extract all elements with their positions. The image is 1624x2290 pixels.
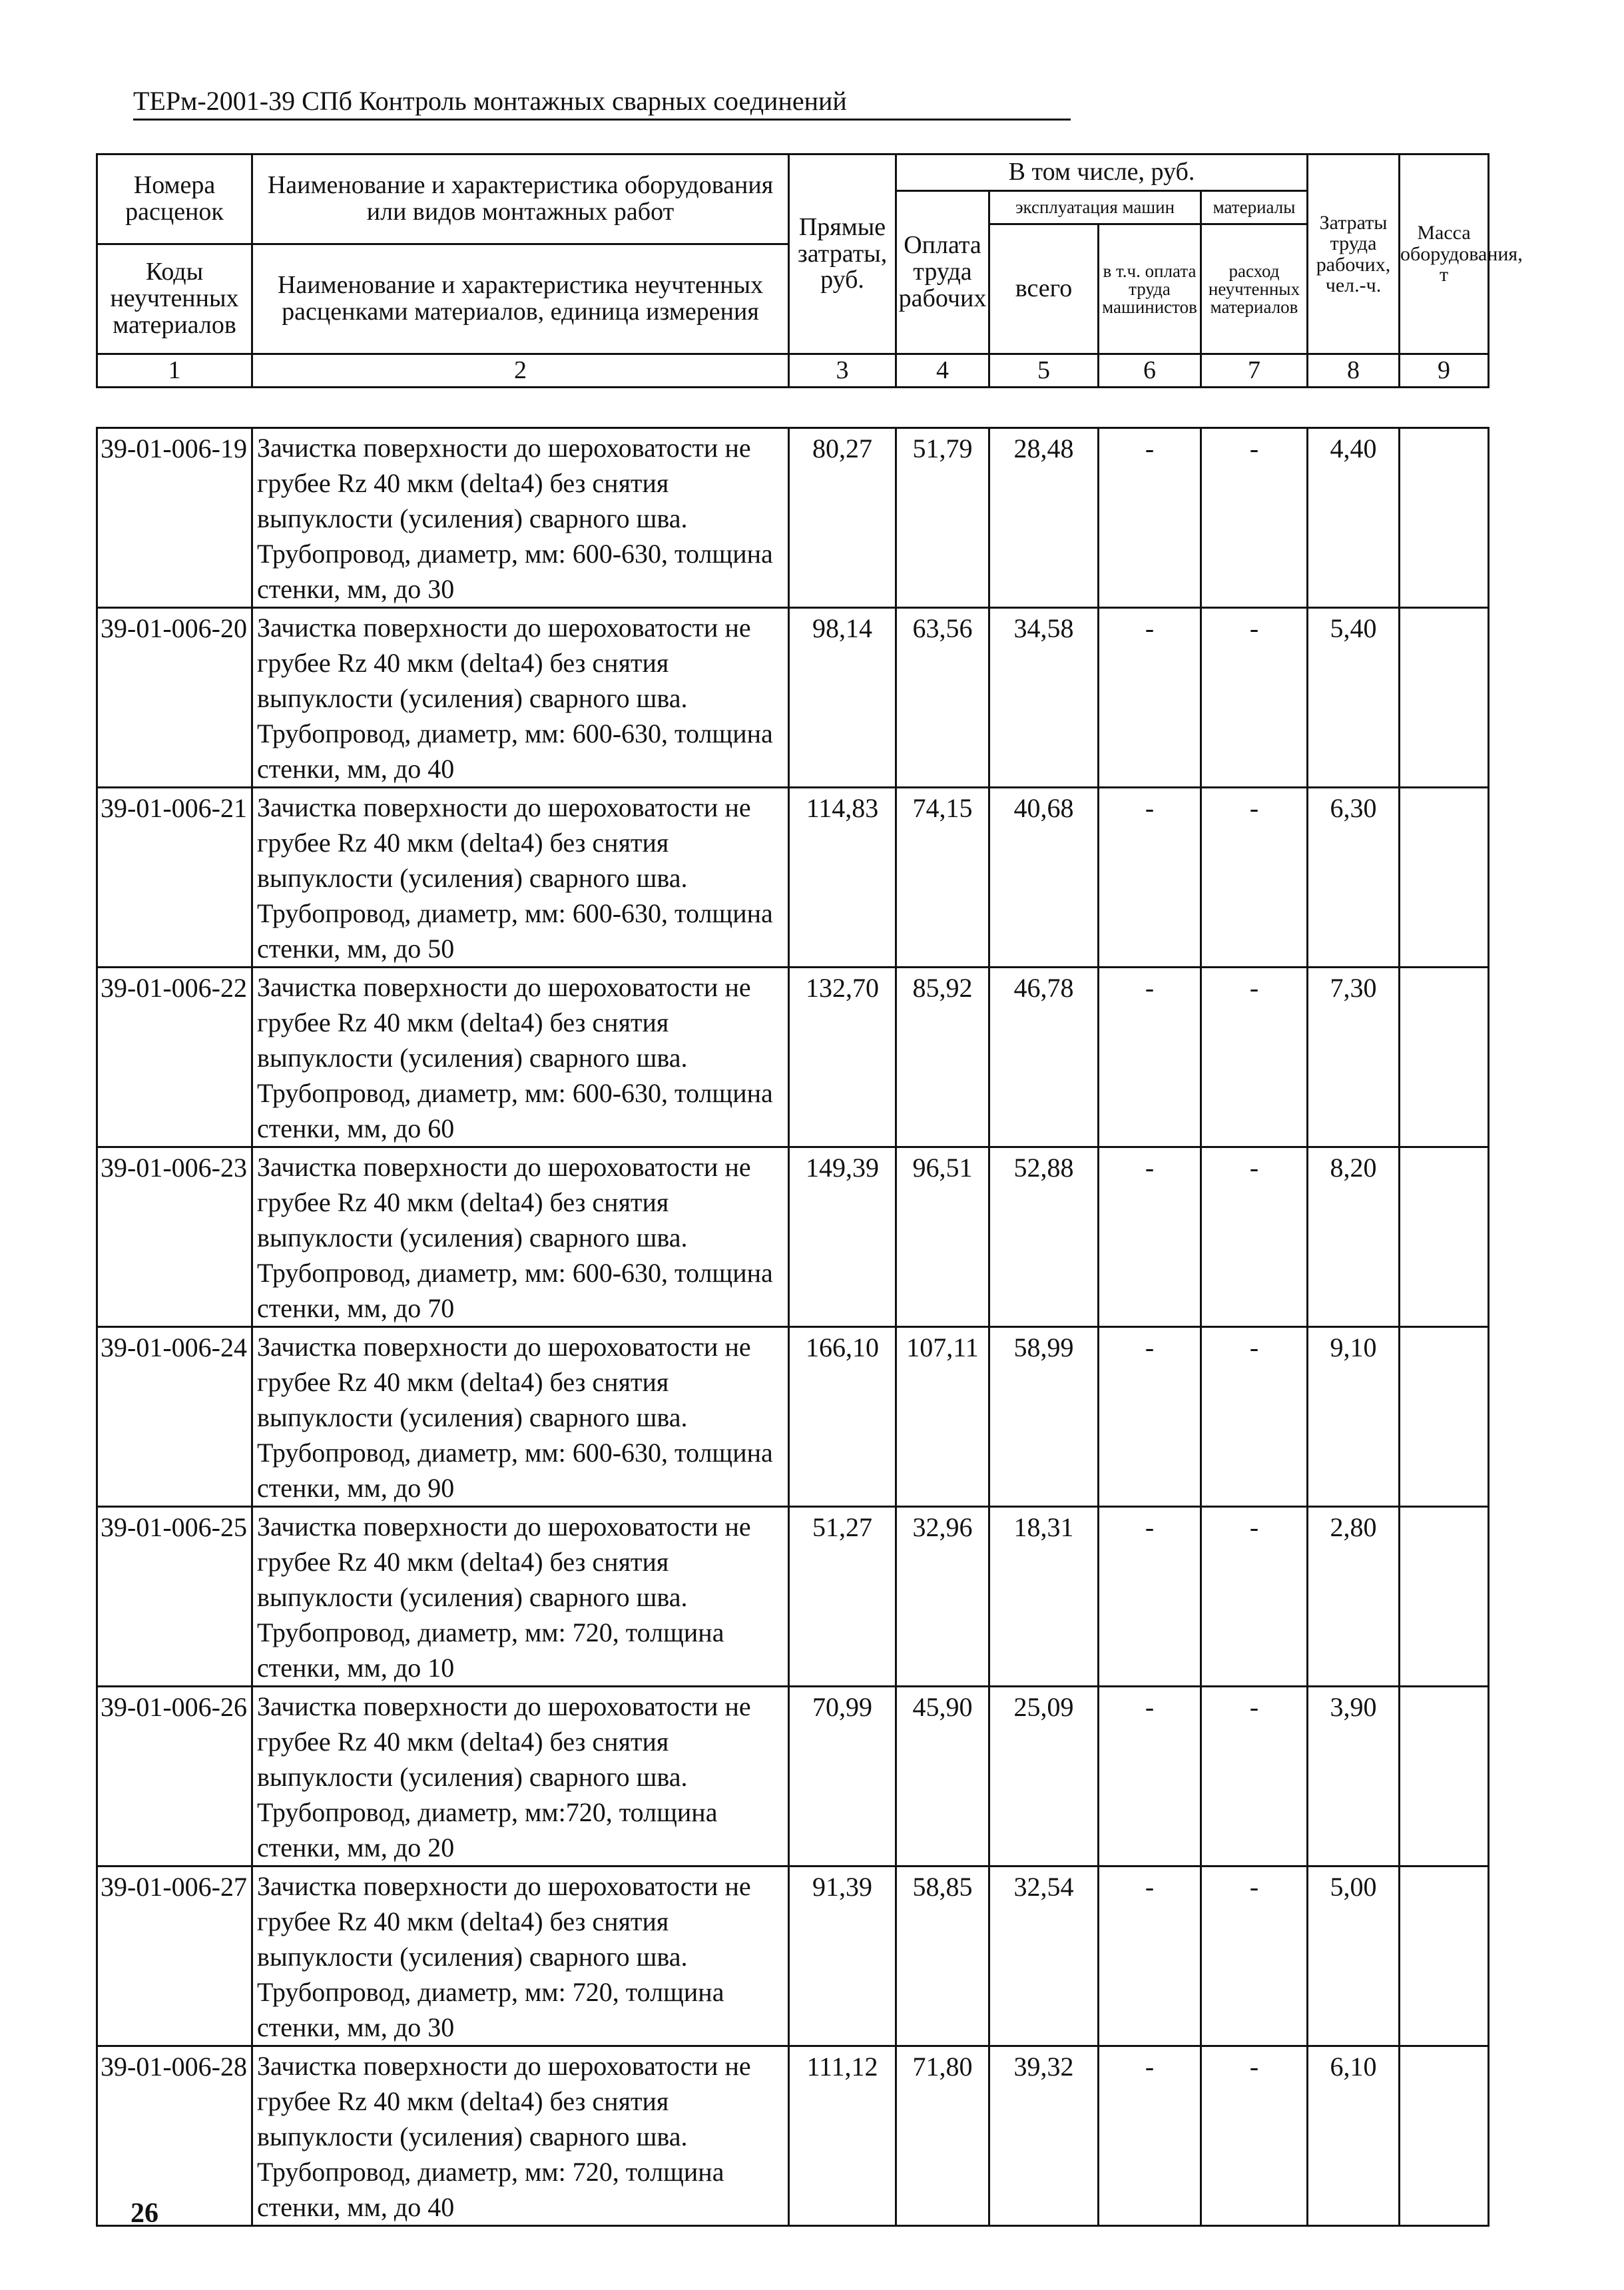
worker-wages: 96,51 — [896, 1147, 989, 1327]
labor-hours: 3,90 — [1308, 1687, 1400, 1866]
header-num: 1 — [97, 354, 252, 388]
machinist-wages: - — [1099, 1507, 1201, 1687]
machine-costs-total: 39,32 — [989, 2046, 1099, 2226]
machinist-wages: - — [1099, 968, 1201, 1147]
header-col2-top: Наименование и характеристика оборудования или видов монтажных работ — [252, 154, 789, 244]
direct-costs: 51,27 — [789, 1507, 896, 1687]
direct-costs: 149,39 — [789, 1147, 896, 1327]
table-row — [97, 1866, 1489, 2046]
machine-costs-total: 58,99 — [989, 1327, 1099, 1507]
rate-description: Зачистка поверхности до шероховатости не грубее Rz 40 мкм (delta4) без снятия выпуклости (усиления) сварного шва. Трубопровод, диаметр, мм: 720, толщина стенки, мм, до 30 — [252, 1866, 789, 2046]
machinist-wages: - — [1099, 1687, 1201, 1866]
machine-costs-total: 32,54 — [989, 1866, 1099, 2046]
labor-hours: 9,10 — [1308, 1327, 1400, 1507]
header-num: 9 — [1400, 354, 1489, 388]
machine-costs-total: 18,31 — [989, 1507, 1099, 1687]
header-col2-bottom: Наименование и характеристика неучтенных расценками материалов, единица измерения — [252, 244, 789, 354]
table-row — [97, 788, 1489, 968]
worker-wages: 32,96 — [896, 1507, 989, 1687]
header-num: 3 — [789, 354, 896, 388]
materials-consumption: - — [1201, 1147, 1308, 1327]
machine-costs-total: 46,78 — [989, 968, 1099, 1147]
table-row — [97, 608, 1489, 788]
header-table — [96, 153, 1523, 388]
page-number: 26 — [131, 2198, 158, 2229]
machine-costs-total: 40,68 — [989, 788, 1099, 968]
worker-wages: 107,11 — [896, 1327, 989, 1507]
equipment-mass — [1400, 428, 1489, 608]
table-row — [97, 1507, 1489, 1687]
rate-code: 39-01-006-28 — [97, 2046, 252, 2226]
rate-code: 39-01-006-19 — [97, 428, 252, 608]
labor-hours: 6,10 — [1308, 2046, 1400, 2226]
machinist-wages: - — [1099, 1866, 1201, 2046]
machine-costs-total: 25,09 — [989, 1687, 1099, 1866]
materials-consumption: - — [1201, 2046, 1308, 2226]
labor-hours: 2,80 — [1308, 1507, 1400, 1687]
machinist-wages: - — [1099, 1327, 1201, 1507]
machine-costs-total: 34,58 — [989, 608, 1099, 788]
equipment-mass — [1400, 1327, 1489, 1507]
page-title: ТЕРм-2001-39 СПб Контроль монтажных сварных соединений — [133, 86, 847, 116]
equipment-mass — [1400, 1687, 1489, 1866]
rate-description: Зачистка поверхности до шероховатости не грубее Rz 40 мкм (delta4) без снятия выпуклости (усиления) сварного шва. Трубопровод, диаметр, мм: 600-630, толщина стенки, мм, до 90 — [252, 1327, 789, 1507]
header-col1-top: Номера расценок — [97, 154, 252, 244]
materials-consumption: - — [1201, 428, 1308, 608]
table-row — [97, 428, 1489, 608]
worker-wages: 85,92 — [896, 968, 989, 1147]
equipment-mass — [1400, 968, 1489, 1147]
rate-description: Зачистка поверхности до шероховатости не грубее Rz 40 мкм (delta4) без снятия выпуклости (усиления) сварного шва. Трубопровод, диаметр, мм: 600-630, толщина стенки, мм, до 70 — [252, 1147, 789, 1327]
direct-costs: 111,12 — [789, 2046, 896, 2226]
header-materials: материалы — [1201, 191, 1308, 224]
labor-hours: 5,00 — [1308, 1866, 1400, 2046]
labor-hours: 7,30 — [1308, 968, 1400, 1147]
worker-wages: 45,90 — [896, 1687, 989, 1866]
rate-code: 39-01-006-23 — [97, 1147, 252, 1327]
worker-wages: 63,56 — [896, 608, 989, 788]
table-row — [97, 968, 1489, 1147]
header-num: 8 — [1308, 354, 1400, 388]
rate-description: Зачистка поверхности до шероховатости не грубее Rz 40 мкм (delta4) без снятия выпуклости (усиления) сварного шва. Трубопровод, диаметр, мм: 720, толщина стенки, мм, до 10 — [252, 1507, 789, 1687]
labor-hours: 4,40 — [1308, 428, 1400, 608]
labor-hours: 6,30 — [1308, 788, 1400, 968]
header-col5: всего — [989, 224, 1099, 354]
machinist-wages: - — [1099, 1147, 1201, 1327]
machine-costs-total: 52,88 — [989, 1147, 1099, 1327]
header-col9: Масса оборудования, т — [1400, 154, 1489, 354]
rates-table — [96, 427, 1489, 2227]
direct-costs: 114,83 — [789, 788, 896, 968]
rate-description: Зачистка поверхности до шероховатости не грубее Rz 40 мкм (delta4) без снятия выпуклости (усиления) сварного шва. Трубопровод, диаметр, мм: 600-630, толщина стенки, мм, до 40 — [252, 608, 789, 788]
direct-costs: 166,10 — [789, 1327, 896, 1507]
header-col4: Оплата труда рабочих — [896, 191, 989, 354]
worker-wages: 71,80 — [896, 2046, 989, 2226]
table-row — [97, 2046, 1489, 2226]
equipment-mass — [1400, 608, 1489, 788]
materials-consumption: - — [1201, 1866, 1308, 2046]
header-num: 5 — [989, 354, 1099, 388]
table-row — [97, 1147, 1489, 1327]
direct-costs: 80,27 — [789, 428, 896, 608]
rate-description: Зачистка поверхности до шероховатости не грубее Rz 40 мкм (delta4) без снятия выпуклости (усиления) сварного шва. Трубопровод, диаметр, мм: 600-630, толщина стенки, мм, до 30 — [252, 428, 789, 608]
header-col6: в т.ч. оплата труда машинистов — [1099, 224, 1201, 354]
header-col7: расход неучтенных материалов — [1201, 224, 1308, 354]
machine-costs-total: 28,48 — [989, 428, 1099, 608]
direct-costs: 98,14 — [789, 608, 896, 788]
materials-consumption: - — [1201, 1687, 1308, 1866]
labor-hours: 5,40 — [1308, 608, 1400, 788]
rate-description: Зачистка поверхности до шероховатости не грубее Rz 40 мкм (delta4) без снятия выпуклости (усиления) сварного шва. Трубопровод, диаметр, мм:720, толщина стенки, мм, до 20 — [252, 1687, 789, 1866]
materials-consumption: - — [1201, 1507, 1308, 1687]
rate-description: Зачистка поверхности до шероховатости не грубее Rz 40 мкм (delta4) без снятия выпуклости (усиления) сварного шва. Трубопровод, диаметр, мм: 600-630, толщина стенки, мм, до 60 — [252, 968, 789, 1147]
header-col3: Прямые затраты, руб. — [789, 154, 896, 354]
table-row — [97, 1687, 1489, 1866]
header-incl: В том числе, руб. — [896, 154, 1308, 191]
header-num: 6 — [1099, 354, 1201, 388]
rate-code: 39-01-006-26 — [97, 1687, 252, 1866]
rate-description: Зачистка поверхности до шероховатости не грубее Rz 40 мкм (delta4) без снятия выпуклости (усиления) сварного шва. Трубопровод, диаметр, мм: 600-630, толщина стенки, мм, до 50 — [252, 788, 789, 968]
equipment-mass — [1400, 1866, 1489, 2046]
header-num: 7 — [1201, 354, 1308, 388]
machinist-wages: - — [1099, 2046, 1201, 2226]
worker-wages: 51,79 — [896, 428, 989, 608]
worker-wages: 58,85 — [896, 1866, 989, 2046]
table-row — [97, 1327, 1489, 1507]
equipment-mass — [1400, 1507, 1489, 1687]
direct-costs: 132,70 — [789, 968, 896, 1147]
machinist-wages: - — [1099, 788, 1201, 968]
rate-code: 39-01-006-25 — [97, 1507, 252, 1687]
header-num: 2 — [252, 354, 789, 388]
rate-code: 39-01-006-21 — [97, 788, 252, 968]
equipment-mass — [1400, 2046, 1489, 2226]
rate-code: 39-01-006-20 — [97, 608, 252, 788]
worker-wages: 74,15 — [896, 788, 989, 968]
title-underline — [133, 119, 1071, 121]
materials-consumption: - — [1201, 968, 1308, 1147]
rate-code: 39-01-006-24 — [97, 1327, 252, 1507]
equipment-mass — [1400, 1147, 1489, 1327]
labor-hours: 8,20 — [1308, 1147, 1400, 1327]
equipment-mass — [1400, 788, 1489, 968]
rate-code: 39-01-006-22 — [97, 968, 252, 1147]
materials-consumption: - — [1201, 788, 1308, 968]
rate-code: 39-01-006-27 — [97, 1866, 252, 2046]
machinist-wages: - — [1099, 608, 1201, 788]
header-col8: Затраты труда рабочих, чел.-ч. — [1308, 154, 1400, 354]
header-machines: эксплуатация машин — [989, 191, 1201, 224]
materials-consumption: - — [1201, 1327, 1308, 1507]
header-col1-bottom: Коды неучтенных материалов — [97, 244, 252, 354]
rate-description: Зачистка поверхности до шероховатости не грубее Rz 40 мкм (delta4) без снятия выпуклости (усиления) сварного шва. Трубопровод, диаметр, мм: 720, толщина стенки, мм, до 40 — [252, 2046, 789, 2226]
machinist-wages: - — [1099, 428, 1201, 608]
materials-consumption: - — [1201, 608, 1308, 788]
direct-costs: 70,99 — [789, 1687, 896, 1866]
header-num: 4 — [896, 354, 989, 388]
direct-costs: 91,39 — [789, 1866, 896, 2046]
